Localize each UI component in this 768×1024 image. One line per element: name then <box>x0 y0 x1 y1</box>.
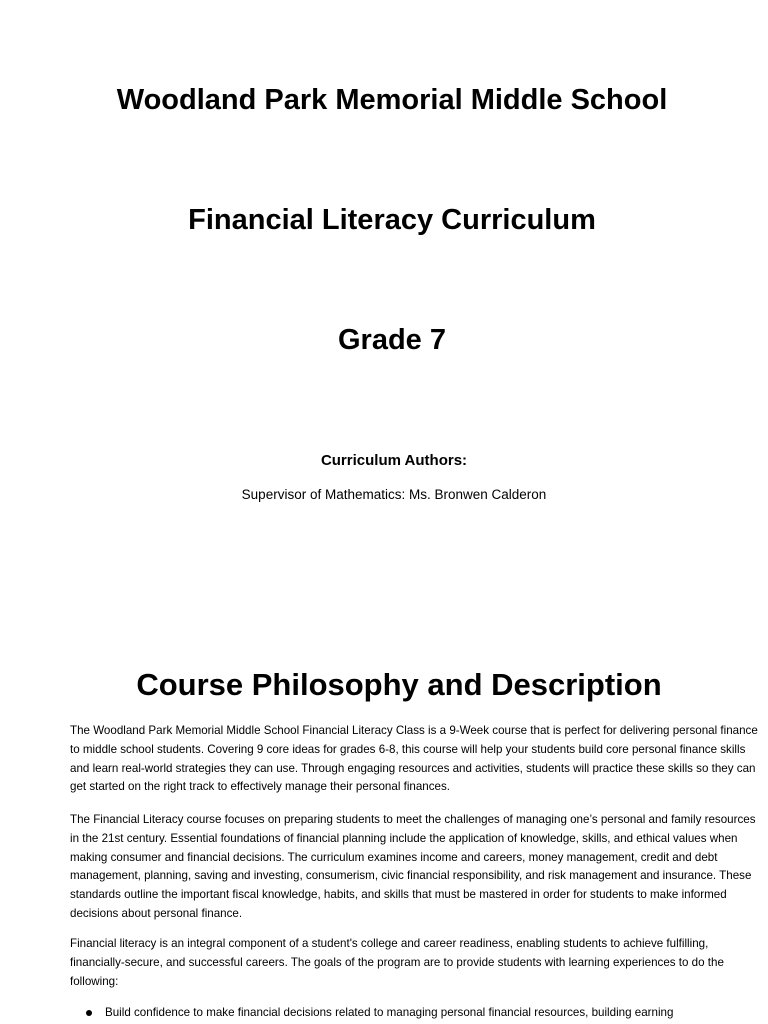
bullet-icon <box>86 1010 92 1016</box>
curriculum-title-heading: Financial Literacy Curriculum <box>188 204 596 236</box>
course-paragraph: The Woodland Park Memorial Middle School Financial Literacy Class is a 9-Week course that is perfect for delivering personal finance to middle school students. Covering 9 core ideas for grades 6-8, this course will help your students build core personal finance skills and learn real-world strategies they can use. Through engaging resources and activities, students will practice these skills so they can get started on the right track to effectively manage their personal finances. <box>70 724 758 794</box>
goals-list <box>70 1004 760 1023</box>
course-paragraph: The Financial Literacy course focuses on preparing students to meet the challenges of managing one’s personal and family resources in the 21st century. Essential foundations of financial planning include the application of knowledge, skills, and ethical values when making consumer and financial decisions. The curriculum examines income and careers, money management, credit and debt management, planning, saving and investing, consumerism, civic financial responsibility, and risk management and insurance. These standards outline the important fiscal knowledge, habits, and skills that must be mastered in order for students to make informed decisions about personal finance. <box>70 813 756 920</box>
list-item <box>70 1004 760 1023</box>
list-item-text: Build confidence to make financial decisions related to managing personal financial resources, building earning <box>105 1006 674 1019</box>
grade-heading: Grade 7 <box>338 324 446 356</box>
school-name-heading: Woodland Park Memorial Middle School <box>116 84 668 116</box>
course-paragraph: Financial literacy is an integral component of a student's college and career readiness, enabling students to achieve fulfilling, financially-secure, and successful careers. The goals of the program are to provide students with learning experiences to do the following: <box>70 937 724 988</box>
course-philosophy-heading: Course Philosophy and Description <box>136 667 662 702</box>
author-line: Supervisor of Mathematics: Ms. Bronwen Calderon <box>241 487 547 502</box>
curriculum-authors-label: Curriculum Authors: <box>320 452 468 469</box>
